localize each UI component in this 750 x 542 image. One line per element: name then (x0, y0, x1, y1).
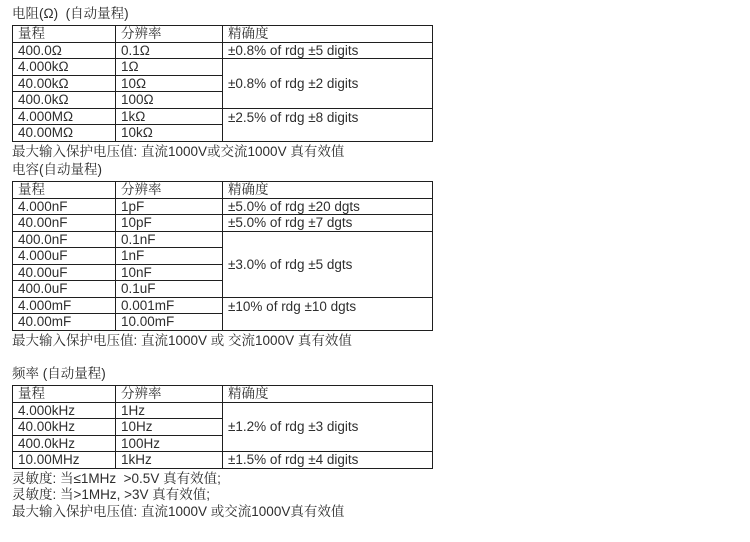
col-header-accuracy: 精确度 (223, 26, 433, 43)
section-title-resistance: 电阻(Ω) (自动量程) (12, 6, 129, 21)
cell-range: 400.0Ω (13, 42, 116, 59)
table-header-row (13, 386, 433, 403)
note-max-input-protection: 最大输入保护电压值: 直流1000V 或 交流1000V 真有效值 (12, 332, 352, 348)
cell-range: 40.00mF (13, 314, 116, 331)
cell-accuracy: ±1.2% of rdg ±3 digits (223, 402, 433, 452)
cell-resolution: 1Hz (116, 402, 223, 419)
cell-accuracy: ±5.0% of rdg ±7 dgts (223, 215, 433, 232)
cell-range: 400.0nF (13, 231, 116, 248)
table-row (13, 402, 433, 419)
table-header-row (13, 26, 433, 43)
col-header-accuracy: 精确度 (223, 182, 433, 199)
cell-accuracy: ±2.5% of rdg ±8 digits (223, 108, 433, 141)
table-header-row (13, 182, 433, 199)
col-header-range: 量程 (13, 26, 116, 43)
cell-accuracy: ±1.5% of rdg ±4 digits (223, 452, 433, 469)
cell-accuracy: ±0.8% of rdg ±5 digits (223, 42, 433, 59)
note-max-input-protection: 最大输入保护电压值: 直流1000V或交流1000V 真有效值 (12, 143, 345, 159)
cell-resolution: 10nF (116, 264, 223, 281)
cell-resolution: 0.001mF (116, 297, 223, 314)
table-row (13, 108, 433, 125)
col-header-range: 量程 (13, 386, 116, 403)
cell-resolution: 10.00mF (116, 314, 223, 331)
cell-resolution: 100Hz (116, 435, 223, 452)
cell-range: 4.000kHz (13, 402, 116, 419)
cell-resolution: 10Hz (116, 419, 223, 436)
cell-range: 40.00kHz (13, 419, 116, 436)
cell-accuracy: ±5.0% of rdg ±20 dgts (223, 198, 433, 215)
col-header-resolution: 分辨率 (116, 26, 223, 43)
table-row (13, 198, 433, 215)
cell-range: 4.000nF (13, 198, 116, 215)
cell-resolution: 100Ω (116, 92, 223, 109)
section-title-frequency: 频率 (自动量程) (12, 366, 106, 381)
note-sensitivity-low: 灵敏度: 当≤1MHz >0.5V 真有效值; (12, 470, 221, 486)
col-header-accuracy: 精确度 (223, 386, 433, 403)
cell-range: 400.0kHz (13, 435, 116, 452)
frequency-table (12, 385, 433, 469)
cell-accuracy: ±0.8% of rdg ±2 digits (223, 59, 433, 109)
cell-resolution: 1pF (116, 198, 223, 215)
note-max-input-protection: 最大输入保护电压值: 直流1000V 或交流1000V真有效值 (12, 503, 345, 519)
cell-resolution: 0.1uF (116, 281, 223, 298)
cell-resolution: 1Ω (116, 59, 223, 76)
cell-range: 4.000kΩ (13, 59, 116, 76)
cell-resolution: 10Ω (116, 75, 223, 92)
resistance-table (12, 25, 433, 142)
cell-range: 4.000uF (13, 248, 116, 265)
table-row (13, 215, 433, 232)
cell-range: 4.000mF (13, 297, 116, 314)
col-header-resolution: 分辨率 (116, 182, 223, 199)
table-row (13, 452, 433, 469)
cell-range: 4.000MΩ (13, 108, 116, 125)
cell-range: 10.00MHz (13, 452, 116, 469)
cell-resolution: 10kΩ (116, 125, 223, 142)
cell-resolution: 10pF (116, 215, 223, 232)
cell-resolution: 1kΩ (116, 108, 223, 125)
capacitance-table (12, 181, 433, 331)
cell-range: 400.0kΩ (13, 92, 116, 109)
note-sensitivity-high: 灵敏度: 当>1MHz, >3V 真有效值; (12, 487, 211, 502)
cell-accuracy: ±3.0% of rdg ±5 dgts (223, 231, 433, 297)
table-row (13, 231, 433, 248)
cell-resolution: 1nF (116, 248, 223, 265)
cell-range: 400.0uF (13, 281, 116, 298)
section-title-capacitance: 电容(自动量程) (12, 162, 102, 177)
cell-range: 40.00nF (13, 215, 116, 232)
cell-resolution: 1kHz (116, 452, 223, 469)
table-row (13, 297, 433, 314)
cell-range: 40.00MΩ (13, 125, 116, 142)
cell-accuracy: ±10% of rdg ±10 dgts (223, 297, 433, 330)
table-row (13, 42, 433, 59)
col-header-resolution: 分辨率 (116, 386, 223, 403)
table-row (13, 59, 433, 76)
cell-range: 40.00kΩ (13, 75, 116, 92)
cell-resolution: 0.1Ω (116, 42, 223, 59)
cell-range: 40.00uF (13, 264, 116, 281)
col-header-range: 量程 (13, 182, 116, 199)
cell-resolution: 0.1nF (116, 231, 223, 248)
